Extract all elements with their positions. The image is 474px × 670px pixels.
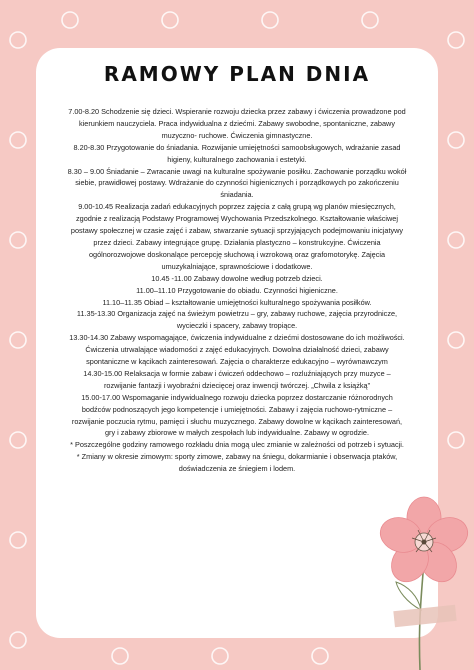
text-line: kierunkiem nauczyciela. Praca indywidualna z dziećmi. Zabawy swobodne, spontaniczne, zabawy (79, 118, 395, 128)
flower-head (376, 497, 472, 589)
text-line: * Poszczególne godziny ramowego rozkładu dnia mogą ulec zmianie w zależności od potrzeb i sytuacji. (70, 440, 404, 450)
dot-ring (10, 432, 26, 448)
text-line: Ćwiczenia utrwalające wiadomości z zajęć edukacyjnych. Dowolna działalność dzieci, zabawy (85, 345, 389, 355)
dot-ring (10, 32, 26, 48)
flower-illustration (368, 490, 474, 670)
text-line: przez dzieci. Zabawy integrujące grupę. Działania plastyczno – konstrukcyjne. Ćwiczenia (93, 237, 381, 247)
dot-ring (212, 648, 228, 664)
document-body (46, 106, 428, 475)
text-line: rozwijanie fantazji i wyobraźni dziecięcej oraz inwencji twórczej. „Chwila z książką” (103, 380, 371, 390)
dot-ring (112, 648, 128, 664)
dot-ring (10, 132, 26, 148)
leaf (396, 582, 421, 610)
text-line: 14.30-15.00 Relaksacja w formie zabaw i ćwiczeń oddechowo – rozluźniających przy muzyce – (83, 368, 391, 378)
dot-ring (62, 12, 78, 28)
text-line: 11.10–11.35 Obiad – kształtowanie umiejętności kulturalnego spożywania posiłków. (102, 297, 372, 307)
text-line: spontaniczne w kącikach zainteresowań. Zajęcia o charakterze edukacyjno – wyrównawczym (86, 357, 388, 367)
tape-strip (393, 605, 456, 627)
dot-ring (10, 532, 26, 548)
text-line: bodźców podnoszących jego kompetencje i umiejętności. Zabawy i zajęcia ruchowo-rytmiczne – (81, 404, 393, 414)
text-line: muzyczno- ruchowe. Ćwiczenia gimnastyczne. (161, 130, 313, 140)
text-line: 8.20-8.30 Przygotowanie do śniadania. Rozwijanie umiejętności samoobsługowych, wdrażanie zasad (73, 142, 401, 152)
text-line: * Zmiany w okresie zimowym: sporty zimowe, zabawy na śniegu, dokarmianie i obserwacja ptaków, (76, 452, 398, 462)
text-line: 9.00-10.45 Realizacja zadań edukacyjnych poprzez zajęcia z całą grupą wg planów miesięcznych, (78, 202, 396, 212)
dot-ring (10, 232, 26, 248)
dot-ring (448, 432, 464, 448)
text-line: doświadczenia ze śniegiem i lodem. (178, 464, 296, 474)
dot-ring (10, 632, 26, 648)
text-line: 11.00–11.10 Przygotowanie do obiadu. Czynności higieniczne. (136, 285, 338, 295)
text-line: ogólnorozwojowe doskonalące percepcję słuchową i wzrokową oraz grafomotorykę. Zajęcia (88, 249, 386, 259)
text-line: zgodnie z realizacją Podstawy Programowej Wychowania Przedszkolnego. Kształtowanie właściwej (76, 214, 398, 224)
dot-ring (262, 12, 278, 28)
dot-ring (312, 648, 328, 664)
dot-ring (448, 332, 464, 348)
text-line: 7.00-8.20 Schodzenie się dzieci. Wspieranie rozwoju dziecka przez zabawy i ćwiczenia prowadzone pod (68, 107, 406, 116)
text-line: gry i zabawy zbiorowe w małych zespołach lub indywidualne. Zabawy w ogrodzie. (104, 428, 370, 438)
text-line: 8.30 – 9.00 Śniadanie – Zwracanie uwagi na kulturalne spożywanie posiłku. Zachowanie porządku wokół (67, 166, 407, 176)
dot-ring (10, 332, 26, 348)
text-line: siebie, prawidłowej postawy. Wdrażanie do czynności higienicznych i porządkowych po zakończeniu (75, 178, 399, 188)
text-line: higieny, kulturalnego zachowania i estetyki. (167, 154, 307, 164)
text-line: postawy społecznej w czasie zajęć i zabaw, stwarzanie sytuacji sprzyjających podejmowaniu inicjatywy (70, 226, 404, 236)
dot-ring (162, 12, 178, 28)
text-line: rozwijanie poczucia rytmu, pamięci i słuchu muzycznego. Zabawy dowolne w kącikach zainteresowań, (71, 416, 403, 426)
text-line: 13.30-14.30 Zabawy wspomagające, ćwiczenia indywidualne z dziećmi dostosowane do ich możliwości. (69, 333, 405, 343)
dot-ring (448, 232, 464, 248)
text-line: wycieczki i spacery, zabawy tropiące. (176, 321, 298, 331)
text-line: umuzykalniające, sprawnościowe i dodatkowe. (161, 261, 313, 271)
text-line: 11.35-13.30 Organizacja zajęć na świeżym powietrzu – gry, zabawy ruchowe, zajęcia przyrodnicze, (76, 309, 398, 319)
text-line: śniadania. (220, 190, 254, 200)
dot-ring (448, 32, 464, 48)
text-line: 10.45 -11.00 Zabawy dowolne według potrzeb dzieci. (151, 273, 323, 283)
dot-ring (448, 132, 464, 148)
text-line: 15.00-17.00 Wspomaganie indywidualnego rozwoju dziecka poprzez dostarczanie różnorodnych (81, 392, 393, 402)
dot-ring (362, 12, 378, 28)
document-title: RAMOWY PLAN DNIA (103, 62, 371, 86)
